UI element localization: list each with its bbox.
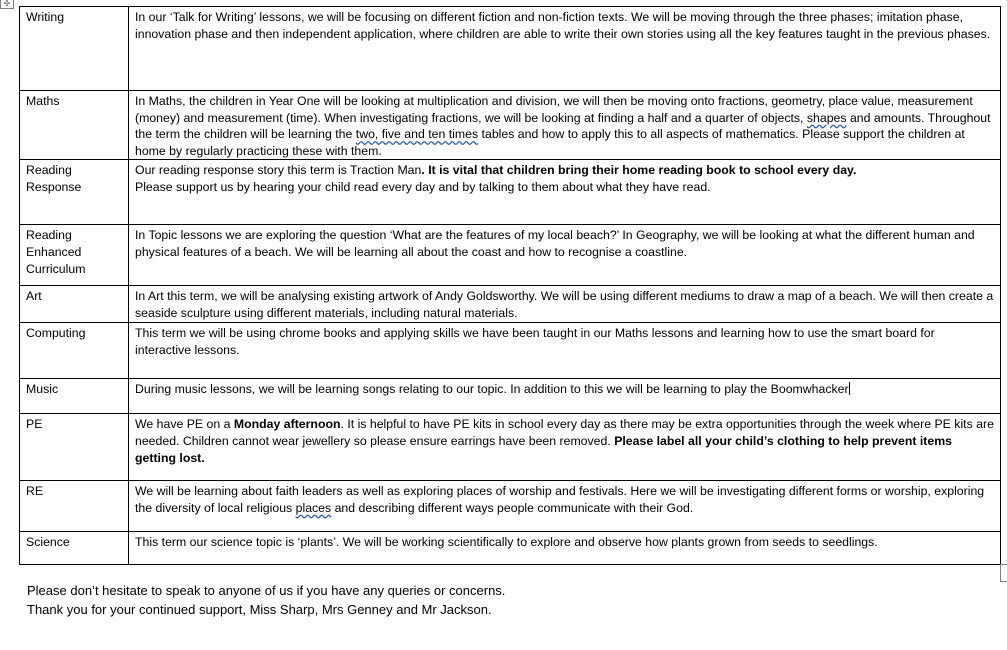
text-run: In our ‘Talk for Writing’ lessons, we will be focusing on different fiction and non-fiction texts. We will be moving through the three phases; imitation phase, innovation phase and then independent application, where children are able to write their own stories using all the key features taught in the previous phases. bbox=[135, 10, 991, 41]
text-run: Our reading response story this term is Traction Man bbox=[135, 163, 422, 178]
text-run: In Art this term, we will be analysing existing artwork of Andy Goldsworthy. We will be using different mediums to draw a map of a beach. We will then create a seaside sculpture using different materials, including natural materials. bbox=[135, 289, 994, 320]
content-cell[interactable] bbox=[129, 481, 1001, 532]
table-row bbox=[20, 323, 1001, 379]
subject-cell[interactable]: RE bbox=[20, 481, 129, 532]
text-run: We have PE on a bbox=[135, 417, 234, 432]
closing-line-1: Please don’t hesitate to speak to anyone of us if you have any queries or concerns. bbox=[27, 583, 506, 598]
text-run: This term our science topic is ‘plants’. We will be working scientifically to explore and observe how plants grown from seeds to seedlings. bbox=[135, 535, 878, 550]
bold-text: Please label all your child’s clothing to help prevent items getting lost. bbox=[135, 433, 952, 465]
content-cell[interactable] bbox=[129, 532, 1001, 565]
content-cell[interactable] bbox=[129, 91, 1001, 160]
content-cell[interactable] bbox=[129, 323, 1001, 379]
content-cell[interactable] bbox=[129, 225, 1001, 286]
bold-text: . It is vital that children bring their home reading book to school every day. bbox=[421, 163, 857, 178]
content-cell[interactable] bbox=[129, 7, 1001, 91]
table-resize-handle[interactable] bbox=[1000, 564, 1007, 582]
subject-cell[interactable]: Science bbox=[20, 532, 129, 565]
spellcheck-flagged-text: shapes bbox=[806, 110, 847, 125]
table-row bbox=[20, 7, 1001, 91]
table-row bbox=[20, 379, 1001, 414]
text-run: and amounts. Throughout the term the children will be learning the bbox=[135, 110, 991, 142]
subject-cell[interactable]: Maths bbox=[20, 91, 129, 160]
closing-line-2: Thank you for your continued support, Miss Sharp, Mrs Genney and Mr Jackson. bbox=[27, 601, 492, 617]
text-run: Please support us by hearing your child read every day and by talking to them about what they have read. bbox=[135, 179, 711, 194]
text-run: In Maths, the children in Year One will be looking at multiplication and division, we will then be moving onto fractions, geometry, place value, measurement (money) and measurement (time). When investigating fractions, we will be looking at finding a half and a quarter of objects, bbox=[135, 94, 973, 125]
table-row bbox=[20, 532, 1001, 565]
subject-cell[interactable]: Reading Response bbox=[20, 160, 129, 225]
closing-message bbox=[27, 582, 505, 619]
content-cell[interactable] bbox=[129, 379, 1001, 414]
subject-cell[interactable]: Music bbox=[20, 379, 129, 414]
subject-cell[interactable]: Writing bbox=[20, 7, 129, 91]
text-run: This term we will be using chrome books and applying skills we have been taught in our Maths lessons and learning how to use the smart board for interactive lessons. bbox=[135, 326, 935, 357]
table-row bbox=[20, 286, 1001, 323]
text-run: We will be learning about faith leaders as well as exploring places of worship and festivals. Here we will be investigating different forms or worship, exploring the diversity of local religious bbox=[135, 484, 985, 515]
table-row bbox=[20, 481, 1001, 532]
subject-cell[interactable]: PE bbox=[20, 414, 129, 481]
text-run: and describing different ways people communicate with their God. bbox=[331, 500, 694, 515]
content-cell[interactable] bbox=[129, 160, 1001, 225]
subject-cell[interactable]: Reading Enhanced Curriculum bbox=[20, 225, 129, 286]
table-row bbox=[20, 225, 1001, 286]
content-cell[interactable] bbox=[129, 414, 1001, 481]
bold-text: Monday afternoon bbox=[233, 417, 341, 432]
spellcheck-flagged-text: places bbox=[295, 500, 332, 515]
table-move-handle[interactable]: ✣ bbox=[0, 0, 14, 9]
text-cursor bbox=[849, 382, 850, 395]
table-row bbox=[20, 91, 1001, 160]
table-row bbox=[20, 160, 1001, 225]
text-run: . It is helpful to have PE kits in school every day as there may be extra opportunities through the week where PE kits are needed. Children cannot wear jewellery so please ensure earrings have been removed. bbox=[135, 417, 994, 448]
subject-cell[interactable]: Computing bbox=[20, 323, 129, 379]
text-run: tables and how to apply this to all aspects of mathematics. Please support the children at home by regularly practicing these with them. bbox=[135, 127, 965, 158]
curriculum-table bbox=[19, 6, 1001, 565]
table-row bbox=[20, 414, 1001, 481]
content-cell[interactable] bbox=[129, 286, 1001, 323]
text-run: In Topic lessons we are exploring the question ‘What are the features of my local beach?’ In Geography, we will be looking at what the different human and physical features of a beach. We will be learning all about the coast and how to recognise a coastline. bbox=[135, 228, 975, 259]
subject-cell[interactable]: Art bbox=[20, 286, 129, 323]
spellcheck-flagged-text: two, five and ten times bbox=[355, 127, 479, 142]
text-run: During music lessons, we will be learning songs relating to our topic. In addition to this we will be learning to play the Boomwhacker bbox=[135, 382, 849, 397]
